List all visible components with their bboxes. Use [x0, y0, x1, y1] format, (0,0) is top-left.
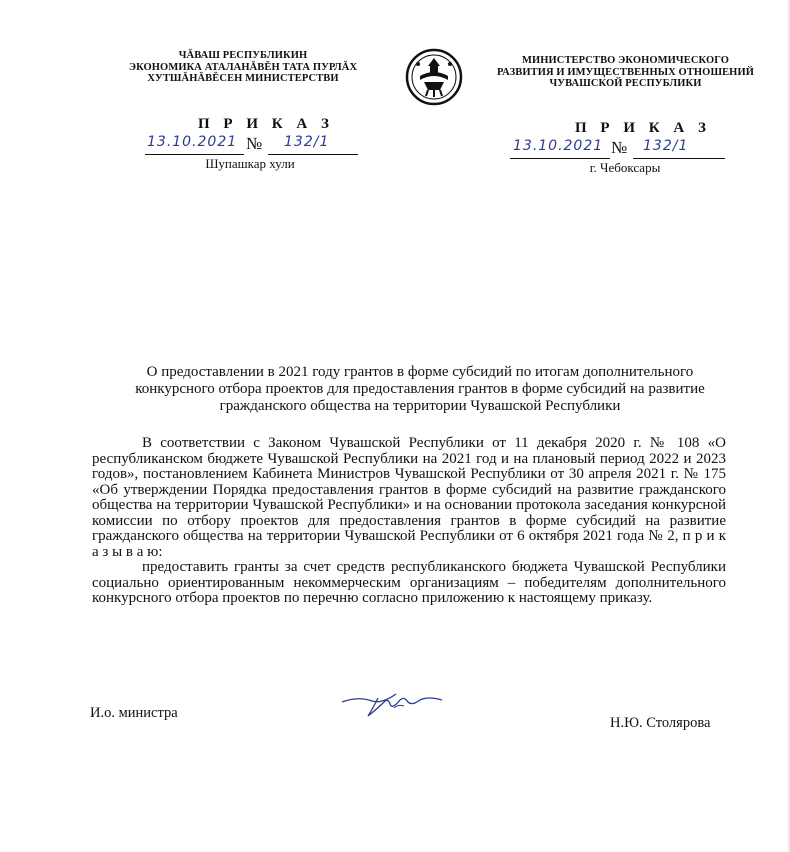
- right-order-title: П Р И К А З: [575, 120, 711, 136]
- left-order-title: П Р И К А З: [198, 116, 334, 132]
- header-left-line-1: ЧĂВАШ РЕСПУБЛИКИН: [178, 50, 308, 61]
- left-order-number-sign: №: [246, 134, 263, 153]
- left-order-date: 13.10.2021: [147, 134, 238, 150]
- right-order-number-line: [633, 139, 725, 159]
- document-body: [92, 436, 726, 607]
- right-order-number: 132/1: [643, 138, 689, 154]
- header-left-line-3: ХУТШĂНĂВĔСЕН МИНИСТЕРСТВИ: [147, 73, 339, 84]
- signature-position: И.о. министра: [90, 705, 178, 721]
- left-order-date-line: [145, 135, 244, 155]
- header-left: [118, 50, 368, 85]
- scan-edge: [786, 0, 790, 852]
- body-paragraph-2: предоставить гранты за счет средств республиканского бюджета Чувашской Республики социально ориентированным некоммерческим организациям – победителям дополнительного конкурсного отбора проектов по перечню согласно приложению к настоящему приказу.: [92, 559, 726, 606]
- right-order-number-sign: №: [611, 138, 628, 157]
- body-paragraph-1: В соответствии с Законом Чувашской Республики от 11 декабря 2020 г. № 108 «О республиканском бюджете Чувашской Республики на 2021 год и на плановый период 2022 и 2023 годов», постановлением Кабинета Министров Чувашской Республики от 30 апреля 2021 г. № 175 «Об утверждении Порядка предоставления грантов в форме субсидий на развитие гражданского общества на территории Чувашской Республики» и на основании протокола заседания конкурсной комиссии по отбору проектов для предоставления грантов в форме субсидий на развитие гражданского общества на территории Чувашской Республики от 6 октября 2021 года № 2, п р и к а з ы в а ю:: [92, 435, 726, 560]
- signature-name: Н.Ю. Столярова: [610, 715, 711, 731]
- header-left-line-2: ЭКОНОМИКА АТАЛАНĂВĔН ТАТА ПУРЛĂХ: [128, 61, 358, 73]
- document-title-line-2: конкурсного отбора проектов для предоставления грантов в форме субсидий на развитие: [135, 381, 705, 397]
- right-order-city: г. Чебоксары: [589, 160, 661, 175]
- document-title-line-1: О предоставлении в 2021 году грантов в форме субсидий по итогам дополнительного: [146, 364, 694, 380]
- left-order-number: 132/1: [284, 134, 330, 150]
- document-title: [90, 364, 750, 415]
- right-order-date-line: [510, 139, 610, 159]
- handwritten-signature-icon: [338, 688, 448, 722]
- header-right-line-1: МИНИСТЕРСТВО ЭКОНОМИЧЕСКОГО: [521, 55, 730, 66]
- left-order-number-line: [268, 135, 358, 155]
- header-right-line-2: РАЗВИТИЯ И ИМУЩЕСТВЕННЫХ ОТНОШЕНИЙ: [497, 66, 754, 78]
- document-title-line-3: гражданского общества на территории Чувашской Республики: [219, 398, 621, 414]
- header-right-line-3: ЧУВАШСКОЙ РЕСПУБЛИКИ: [549, 78, 702, 89]
- chuvash-emblem-icon: [404, 44, 464, 110]
- left-order-city: Шупашкар хули: [205, 156, 295, 171]
- header-right: [483, 55, 768, 90]
- right-order-date: 13.10.2021: [513, 138, 604, 154]
